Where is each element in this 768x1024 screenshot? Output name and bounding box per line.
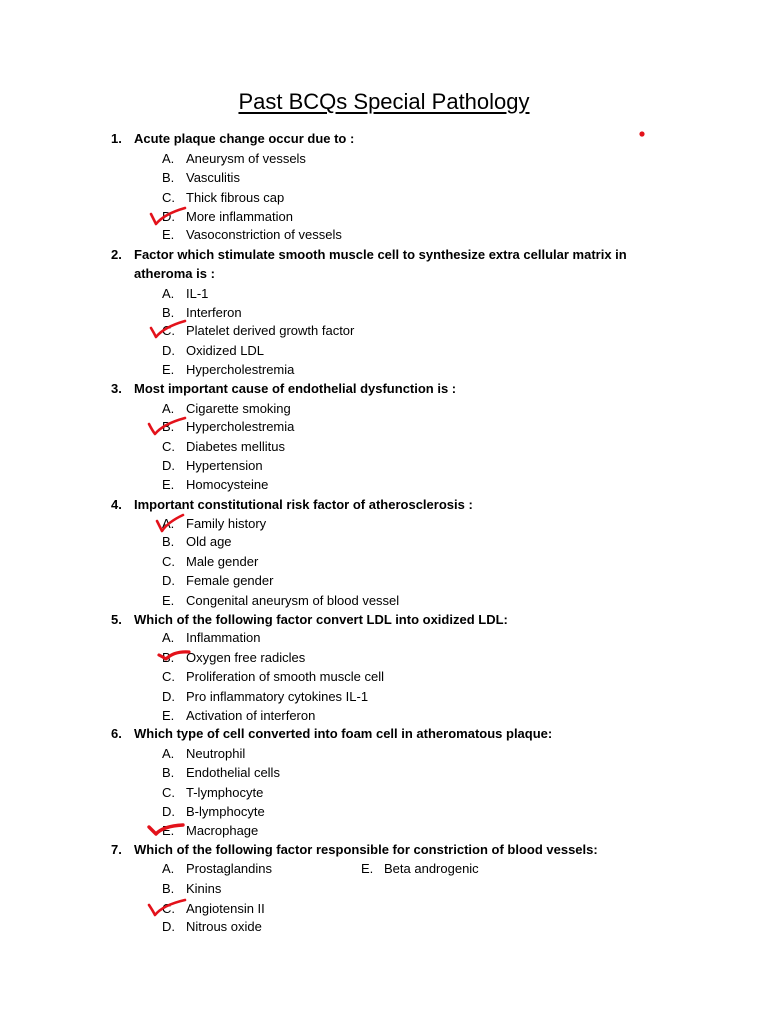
option-letter: B. xyxy=(162,419,175,434)
check-mark-icon xyxy=(154,512,188,534)
question-number: 6. xyxy=(111,726,122,741)
option-text: Male gender xyxy=(186,554,259,569)
option-text: Prostaglandins xyxy=(186,861,272,876)
option-text: Vasoconstriction of vessels xyxy=(186,227,342,242)
option-text: Platelet derived growth factor xyxy=(186,323,355,338)
option-text: Vasculitis xyxy=(186,170,240,185)
option-letter: D. xyxy=(162,343,175,358)
option-text: Neutrophil xyxy=(186,746,246,761)
question-text: Which of the following factor responsible for constriction of blood vessels: xyxy=(134,842,598,857)
option-letter: E. xyxy=(361,861,374,876)
option-text: Family history xyxy=(186,516,267,531)
option-text: Endothelial cells xyxy=(186,765,280,780)
option-letter: C. xyxy=(162,190,175,205)
option-text: Oxidized LDL xyxy=(186,343,265,358)
option-text: Nitrous oxide xyxy=(186,919,262,934)
check-mark-icon xyxy=(148,318,190,340)
option-letter: C. xyxy=(162,669,175,684)
option-letter: A. xyxy=(162,286,175,301)
option-letter: B. xyxy=(162,765,175,780)
option-letter: A. xyxy=(162,516,175,531)
check-mark-icon xyxy=(156,646,194,664)
option-letter: A. xyxy=(162,151,175,166)
question-number: 1. xyxy=(111,131,122,146)
option-text: Female gender xyxy=(186,573,274,588)
option-letter: E. xyxy=(162,227,175,242)
option-text: Interferon xyxy=(186,305,242,320)
page-title: Past BCQs Special Pathology xyxy=(238,89,530,114)
option-text: IL-1 xyxy=(186,286,209,301)
option-letter: A. xyxy=(162,401,175,416)
check-mark-icon xyxy=(146,897,190,919)
option-letter: B. xyxy=(162,534,175,549)
option-letter: D. xyxy=(162,919,175,934)
question-text: Acute plaque change occur due to : xyxy=(134,131,355,146)
option-text: Beta androgenic xyxy=(384,861,479,876)
question-number: 2. xyxy=(111,247,122,262)
option-text: Hypertension xyxy=(186,458,263,473)
option-text: Homocysteine xyxy=(186,477,269,492)
option-letter: E. xyxy=(162,708,175,723)
option-text: Old age xyxy=(186,534,232,549)
option-text: Angiotensin II xyxy=(186,901,265,916)
option-letter: D. xyxy=(162,573,175,588)
check-mark-icon xyxy=(146,415,190,437)
option-text: Oxygen free radicles xyxy=(186,650,306,665)
option-letter: C. xyxy=(162,439,175,454)
option-letter: E. xyxy=(162,593,175,608)
option-text: Cigarette smoking xyxy=(186,401,291,416)
option-letter: E. xyxy=(162,477,175,492)
option-text: Inflammation xyxy=(186,630,261,645)
option-text: Pro inflammatory cytokines IL-1 xyxy=(186,689,369,704)
option-text: Activation of interferon xyxy=(186,708,316,723)
option-text: Proliferation of smooth muscle cell xyxy=(186,669,384,684)
option-letter: A. xyxy=(162,861,175,876)
option-letter: B. xyxy=(162,305,175,320)
question-text: Factor which stimulate smooth muscle cell to synthesize extra cellular matrix in atheroma is : xyxy=(134,247,627,281)
option-letter: C. xyxy=(162,554,175,569)
option-letter: E. xyxy=(162,362,175,377)
check-mark-icon xyxy=(146,820,188,838)
option-text: Macrophage xyxy=(186,823,259,838)
question-number: 7. xyxy=(111,842,122,857)
option-text: Aneurysm of vessels xyxy=(186,151,306,166)
option-letter: C. xyxy=(162,785,175,800)
option-text: B-lymphocyte xyxy=(186,804,265,819)
option-text: Diabetes mellitus xyxy=(186,439,285,454)
option-letter: B. xyxy=(162,650,175,665)
option-letter: D. xyxy=(162,689,175,704)
option-letter: B. xyxy=(162,170,175,185)
option-text: Hypercholestremia xyxy=(186,362,295,377)
option-letter: D. xyxy=(162,209,175,224)
option-text: Congenital aneurysm of blood vessel xyxy=(186,593,400,608)
option-text: Hypercholestremia xyxy=(186,419,295,434)
question-text: Important constitutional risk factor of atherosclerosis : xyxy=(134,497,473,512)
option-letter: A. xyxy=(162,746,175,761)
option-letter: A. xyxy=(162,630,175,645)
option-letter: D. xyxy=(162,458,175,473)
question-text: Which of the following factor convert LDL into oxidized LDL: xyxy=(134,612,508,627)
check-mark-icon xyxy=(148,205,190,227)
question-text: Most important cause of endothelial dysfunction is : xyxy=(134,381,457,396)
question-text: Which type of cell converted into foam cell in atheromatous plaque: xyxy=(134,726,553,741)
option-text: Thick fibrous cap xyxy=(186,190,285,205)
option-text: T-lymphocyte xyxy=(186,785,264,800)
option-letter: C. xyxy=(162,323,175,338)
option-letter: E. xyxy=(162,823,175,838)
question-number: 5. xyxy=(111,612,122,627)
question-number: 4. xyxy=(111,497,122,512)
option-letter: D. xyxy=(162,804,175,819)
option-text: More inflammation xyxy=(186,209,293,224)
option-letter: C. xyxy=(162,901,175,916)
option-text: Kinins xyxy=(186,881,222,896)
question-number: 3. xyxy=(111,381,122,396)
option-letter: B. xyxy=(162,881,175,896)
